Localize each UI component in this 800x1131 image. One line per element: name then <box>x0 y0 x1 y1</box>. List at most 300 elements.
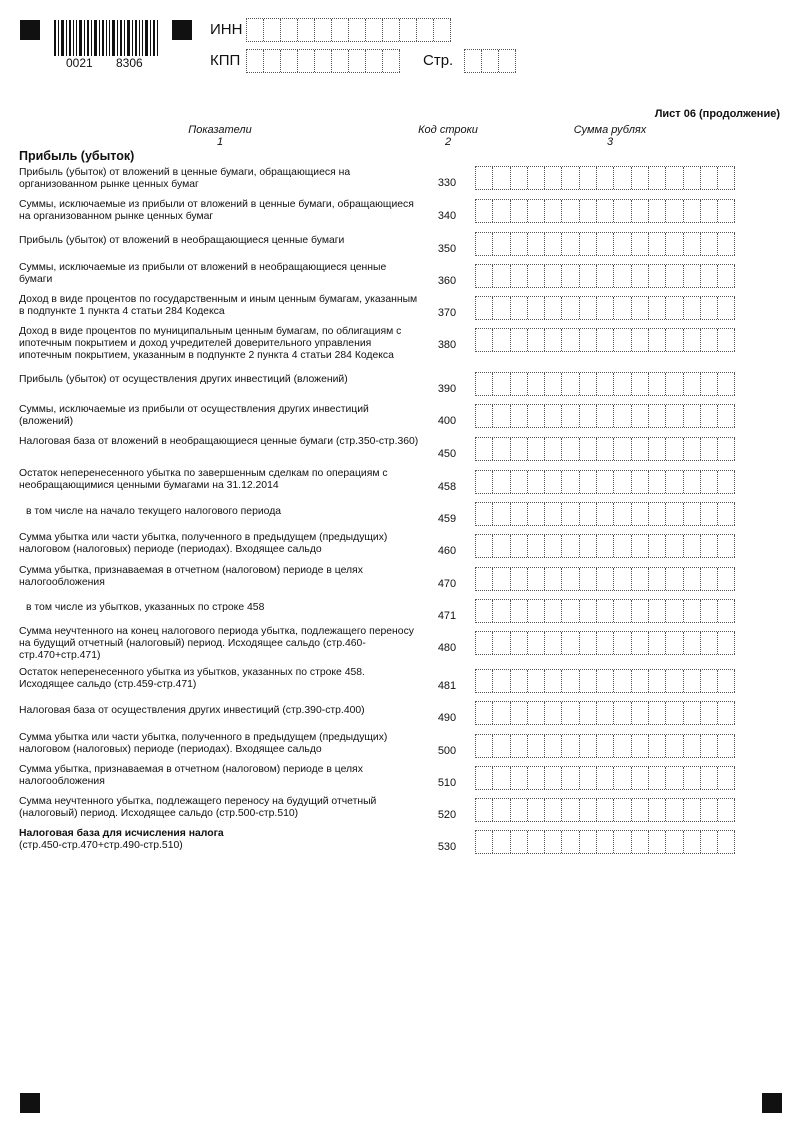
digit-cell[interactable] <box>597 831 614 853</box>
digit-cell[interactable] <box>614 503 631 525</box>
digit-cell[interactable] <box>666 568 683 590</box>
digit-cell[interactable] <box>649 167 666 189</box>
page-number-field[interactable] <box>464 49 516 73</box>
digit-cell[interactable] <box>666 831 683 853</box>
digit-cell[interactable] <box>701 265 718 287</box>
digit-cell[interactable] <box>562 503 579 525</box>
digit-cell[interactable] <box>597 503 614 525</box>
digit-cell[interactable] <box>476 297 493 319</box>
kpp-field[interactable] <box>246 49 400 73</box>
digit-cell[interactable] <box>649 799 666 821</box>
digit-cell[interactable] <box>493 200 510 222</box>
digit-cell[interactable] <box>649 568 666 590</box>
digit-cell[interactable] <box>649 405 666 427</box>
digit-cell[interactable] <box>511 329 528 351</box>
digit-cell[interactable] <box>597 329 614 351</box>
digit-cell[interactable] <box>718 670 735 692</box>
digit-cell[interactable] <box>511 600 528 622</box>
digit-cell[interactable] <box>580 167 597 189</box>
digit-cell[interactable] <box>528 329 545 351</box>
digit-cell[interactable] <box>476 670 493 692</box>
digit-cell[interactable] <box>614 233 631 255</box>
digit-cell[interactable] <box>562 438 579 460</box>
digit-cell[interactable] <box>476 329 493 351</box>
digit-cell[interactable] <box>476 799 493 821</box>
digit-cell[interactable] <box>493 297 510 319</box>
digit-cell[interactable] <box>684 568 701 590</box>
digit-cell[interactable] <box>597 702 614 724</box>
digit-cell[interactable] <box>493 799 510 821</box>
digit-cell[interactable] <box>493 670 510 692</box>
digit-cell[interactable] <box>493 503 510 525</box>
digit-cell[interactable] <box>562 329 579 351</box>
digit-cell[interactable] <box>511 471 528 493</box>
digit-cell[interactable] <box>614 438 631 460</box>
digit-cell[interactable] <box>614 632 631 654</box>
digit-cell[interactable] <box>528 265 545 287</box>
digit-cell[interactable] <box>545 535 562 557</box>
digit-cell[interactable] <box>701 702 718 724</box>
digit-cell[interactable] <box>528 670 545 692</box>
digit-cell[interactable] <box>493 471 510 493</box>
digit-cell[interactable] <box>718 297 735 319</box>
row-value-field[interactable] <box>475 631 735 655</box>
digit-cell[interactable] <box>684 632 701 654</box>
digit-cell[interactable] <box>718 767 735 789</box>
digit-cell[interactable] <box>666 200 683 222</box>
digit-cell[interactable] <box>649 297 666 319</box>
digit-cell[interactable] <box>597 632 614 654</box>
row-value-field[interactable] <box>475 830 735 854</box>
digit-cell[interactable] <box>632 600 649 622</box>
digit-cell[interactable] <box>580 632 597 654</box>
digit-cell[interactable] <box>476 265 493 287</box>
digit-cell[interactable] <box>511 265 528 287</box>
digit-cell[interactable] <box>701 503 718 525</box>
row-value-field[interactable] <box>475 534 735 558</box>
digit-cell[interactable] <box>684 373 701 395</box>
digit-cell[interactable] <box>666 503 683 525</box>
digit-cell[interactable] <box>528 735 545 757</box>
digit-cell[interactable] <box>580 471 597 493</box>
row-value-field[interactable] <box>475 296 735 320</box>
digit-cell[interactable] <box>511 503 528 525</box>
digit-cell[interactable] <box>666 535 683 557</box>
digit-cell[interactable] <box>632 373 649 395</box>
digit-cell[interactable] <box>597 600 614 622</box>
digit-cell[interactable] <box>511 373 528 395</box>
digit-cell[interactable] <box>718 735 735 757</box>
digit-cell[interactable] <box>666 799 683 821</box>
digit-cell[interactable] <box>684 405 701 427</box>
digit-cell[interactable] <box>632 535 649 557</box>
digit-cell[interactable] <box>701 297 718 319</box>
digit-cell[interactable] <box>684 831 701 853</box>
digit-cell[interactable] <box>545 438 562 460</box>
digit-cell[interactable] <box>649 632 666 654</box>
digit-cell[interactable] <box>476 568 493 590</box>
digit-cell[interactable] <box>684 799 701 821</box>
row-value-field[interactable] <box>475 766 735 790</box>
row-value-field[interactable] <box>475 599 735 623</box>
digit-cell[interactable] <box>632 568 649 590</box>
digit-cell[interactable] <box>701 831 718 853</box>
digit-cell[interactable] <box>684 702 701 724</box>
digit-cell[interactable] <box>718 568 735 590</box>
row-value-field[interactable] <box>475 328 735 352</box>
digit-cell[interactable] <box>684 329 701 351</box>
digit-cell[interactable] <box>562 233 579 255</box>
digit-cell[interactable] <box>511 568 528 590</box>
digit-cell[interactable] <box>545 265 562 287</box>
digit-cell[interactable] <box>684 600 701 622</box>
digit-cell[interactable] <box>632 297 649 319</box>
digit-cell[interactable] <box>632 438 649 460</box>
digit-cell[interactable] <box>493 702 510 724</box>
digit-cell[interactable] <box>718 233 735 255</box>
digit-cell[interactable] <box>666 471 683 493</box>
digit-cell[interactable] <box>614 702 631 724</box>
digit-cell[interactable] <box>528 600 545 622</box>
digit-cell[interactable] <box>493 438 510 460</box>
digit-cell[interactable] <box>649 438 666 460</box>
digit-cell[interactable] <box>545 767 562 789</box>
digit-cell[interactable] <box>718 167 735 189</box>
digit-cell[interactable] <box>649 471 666 493</box>
digit-cell[interactable] <box>614 405 631 427</box>
digit-cell[interactable] <box>545 568 562 590</box>
digit-cell[interactable] <box>511 405 528 427</box>
digit-cell[interactable] <box>476 735 493 757</box>
digit-cell[interactable] <box>580 233 597 255</box>
digit-cell[interactable] <box>666 297 683 319</box>
digit-cell[interactable] <box>597 167 614 189</box>
digit-cell[interactable] <box>684 471 701 493</box>
digit-cell[interactable] <box>562 373 579 395</box>
digit-cell[interactable] <box>597 568 614 590</box>
digit-cell[interactable] <box>528 167 545 189</box>
digit-cell[interactable] <box>684 503 701 525</box>
digit-cell[interactable] <box>562 735 579 757</box>
digit-cell[interactable] <box>528 535 545 557</box>
digit-cell[interactable] <box>528 831 545 853</box>
row-value-field[interactable] <box>475 567 735 591</box>
digit-cell[interactable] <box>493 767 510 789</box>
digit-cell[interactable] <box>632 167 649 189</box>
digit-cell[interactable] <box>511 670 528 692</box>
digit-cell[interactable] <box>545 632 562 654</box>
row-value-field[interactable] <box>475 734 735 758</box>
row-value-field[interactable] <box>475 372 735 396</box>
inn-field[interactable] <box>246 18 451 42</box>
digit-cell[interactable] <box>701 167 718 189</box>
digit-cell[interactable] <box>545 329 562 351</box>
digit-cell[interactable] <box>476 167 493 189</box>
digit-cell[interactable] <box>528 702 545 724</box>
digit-cell[interactable] <box>545 471 562 493</box>
digit-cell[interactable] <box>545 200 562 222</box>
digit-cell[interactable] <box>684 200 701 222</box>
digit-cell[interactable] <box>511 297 528 319</box>
digit-cell[interactable] <box>614 200 631 222</box>
digit-cell[interactable] <box>476 600 493 622</box>
digit-cell[interactable] <box>580 373 597 395</box>
digit-cell[interactable] <box>476 632 493 654</box>
digit-cell[interactable] <box>580 265 597 287</box>
digit-cell[interactable] <box>632 265 649 287</box>
digit-cell[interactable] <box>597 767 614 789</box>
digit-cell[interactable] <box>666 670 683 692</box>
digit-cell[interactable] <box>580 405 597 427</box>
digit-cell[interactable] <box>545 503 562 525</box>
digit-cell[interactable] <box>545 670 562 692</box>
digit-cell[interactable] <box>493 568 510 590</box>
digit-cell[interactable] <box>580 535 597 557</box>
digit-cell[interactable] <box>614 265 631 287</box>
digit-cell[interactable] <box>511 632 528 654</box>
digit-cell[interactable] <box>562 297 579 319</box>
row-value-field[interactable] <box>475 798 735 822</box>
digit-cell[interactable] <box>493 233 510 255</box>
digit-cell[interactable] <box>701 600 718 622</box>
digit-cell[interactable] <box>580 702 597 724</box>
digit-cell[interactable] <box>718 600 735 622</box>
digit-cell[interactable] <box>528 799 545 821</box>
digit-cell[interactable] <box>614 471 631 493</box>
digit-cell[interactable] <box>632 405 649 427</box>
digit-cell[interactable] <box>701 735 718 757</box>
digit-cell[interactable] <box>632 735 649 757</box>
digit-cell[interactable] <box>493 167 510 189</box>
digit-cell[interactable] <box>666 600 683 622</box>
digit-cell[interactable] <box>545 373 562 395</box>
digit-cell[interactable] <box>718 373 735 395</box>
digit-cell[interactable] <box>666 233 683 255</box>
digit-cell[interactable] <box>580 297 597 319</box>
row-value-field[interactable] <box>475 166 735 190</box>
digit-cell[interactable] <box>562 568 579 590</box>
digit-cell[interactable] <box>701 329 718 351</box>
digit-cell[interactable] <box>528 767 545 789</box>
row-value-field[interactable] <box>475 470 735 494</box>
digit-cell[interactable] <box>476 233 493 255</box>
digit-cell[interactable] <box>701 471 718 493</box>
digit-cell[interactable] <box>649 200 666 222</box>
digit-cell[interactable] <box>562 200 579 222</box>
digit-cell[interactable] <box>684 535 701 557</box>
digit-cell[interactable] <box>545 831 562 853</box>
digit-cell[interactable] <box>597 297 614 319</box>
digit-cell[interactable] <box>562 670 579 692</box>
digit-cell[interactable] <box>632 799 649 821</box>
digit-cell[interactable] <box>718 535 735 557</box>
digit-cell[interactable] <box>684 767 701 789</box>
digit-cell[interactable] <box>701 438 718 460</box>
digit-cell[interactable] <box>476 438 493 460</box>
digit-cell[interactable] <box>528 632 545 654</box>
digit-cell[interactable] <box>684 735 701 757</box>
digit-cell[interactable] <box>701 200 718 222</box>
digit-cell[interactable] <box>476 373 493 395</box>
digit-cell[interactable] <box>649 831 666 853</box>
digit-cell[interactable] <box>476 405 493 427</box>
digit-cell[interactable] <box>562 632 579 654</box>
digit-cell[interactable] <box>632 670 649 692</box>
digit-cell[interactable] <box>580 200 597 222</box>
digit-cell[interactable] <box>614 735 631 757</box>
digit-cell[interactable] <box>476 200 493 222</box>
digit-cell[interactable] <box>476 503 493 525</box>
digit-cell[interactable] <box>632 632 649 654</box>
digit-cell[interactable] <box>528 405 545 427</box>
digit-cell[interactable] <box>614 535 631 557</box>
digit-cell[interactable] <box>562 535 579 557</box>
digit-cell[interactable] <box>597 735 614 757</box>
digit-cell[interactable] <box>649 233 666 255</box>
digit-cell[interactable] <box>476 535 493 557</box>
digit-cell[interactable] <box>545 167 562 189</box>
digit-cell[interactable] <box>476 831 493 853</box>
digit-cell[interactable] <box>597 405 614 427</box>
digit-cell[interactable] <box>701 767 718 789</box>
digit-cell[interactable] <box>666 735 683 757</box>
digit-cell[interactable] <box>511 200 528 222</box>
digit-cell[interactable] <box>614 600 631 622</box>
digit-cell[interactable] <box>597 233 614 255</box>
digit-cell[interactable] <box>718 438 735 460</box>
digit-cell[interactable] <box>597 373 614 395</box>
digit-cell[interactable] <box>493 632 510 654</box>
digit-cell[interactable] <box>528 471 545 493</box>
digit-cell[interactable] <box>511 799 528 821</box>
digit-cell[interactable] <box>597 799 614 821</box>
digit-cell[interactable] <box>614 767 631 789</box>
row-value-field[interactable] <box>475 199 735 223</box>
digit-cell[interactable] <box>701 373 718 395</box>
digit-cell[interactable] <box>632 200 649 222</box>
digit-cell[interactable] <box>545 735 562 757</box>
digit-cell[interactable] <box>649 670 666 692</box>
digit-cell[interactable] <box>632 233 649 255</box>
digit-cell[interactable] <box>718 702 735 724</box>
digit-cell[interactable] <box>701 670 718 692</box>
digit-cell[interactable] <box>511 438 528 460</box>
digit-cell[interactable] <box>545 297 562 319</box>
row-value-field[interactable] <box>475 669 735 693</box>
digit-cell[interactable] <box>511 167 528 189</box>
digit-cell[interactable] <box>528 373 545 395</box>
digit-cell[interactable] <box>701 632 718 654</box>
digit-cell[interactable] <box>666 265 683 287</box>
digit-cell[interactable] <box>511 233 528 255</box>
digit-cell[interactable] <box>562 831 579 853</box>
row-value-field[interactable] <box>475 437 735 461</box>
digit-cell[interactable] <box>614 831 631 853</box>
digit-cell[interactable] <box>666 167 683 189</box>
digit-cell[interactable] <box>649 735 666 757</box>
row-value-field[interactable] <box>475 701 735 725</box>
row-value-field[interactable] <box>475 232 735 256</box>
digit-cell[interactable] <box>597 670 614 692</box>
digit-cell[interactable] <box>701 405 718 427</box>
digit-cell[interactable] <box>545 600 562 622</box>
digit-cell[interactable] <box>511 535 528 557</box>
digit-cell[interactable] <box>718 799 735 821</box>
digit-cell[interactable] <box>718 632 735 654</box>
digit-cell[interactable] <box>580 799 597 821</box>
digit-cell[interactable] <box>562 405 579 427</box>
digit-cell[interactable] <box>580 438 597 460</box>
digit-cell[interactable] <box>684 438 701 460</box>
digit-cell[interactable] <box>545 233 562 255</box>
digit-cell[interactable] <box>649 535 666 557</box>
digit-cell[interactable] <box>666 373 683 395</box>
digit-cell[interactable] <box>528 297 545 319</box>
digit-cell[interactable] <box>562 600 579 622</box>
digit-cell[interactable] <box>580 670 597 692</box>
digit-cell[interactable] <box>528 233 545 255</box>
digit-cell[interactable] <box>511 702 528 724</box>
digit-cell[interactable] <box>649 373 666 395</box>
digit-cell[interactable] <box>580 735 597 757</box>
digit-cell[interactable] <box>528 200 545 222</box>
digit-cell[interactable] <box>597 438 614 460</box>
digit-cell[interactable] <box>684 167 701 189</box>
digit-cell[interactable] <box>718 265 735 287</box>
digit-cell[interactable] <box>684 670 701 692</box>
digit-cell[interactable] <box>614 297 631 319</box>
digit-cell[interactable] <box>649 767 666 789</box>
digit-cell[interactable] <box>649 702 666 724</box>
digit-cell[interactable] <box>493 600 510 622</box>
digit-cell[interactable] <box>684 233 701 255</box>
digit-cell[interactable] <box>597 200 614 222</box>
digit-cell[interactable] <box>701 799 718 821</box>
digit-cell[interactable] <box>632 831 649 853</box>
digit-cell[interactable] <box>493 535 510 557</box>
row-value-field[interactable] <box>475 404 735 428</box>
digit-cell[interactable] <box>632 503 649 525</box>
digit-cell[interactable] <box>528 568 545 590</box>
digit-cell[interactable] <box>493 373 510 395</box>
digit-cell[interactable] <box>649 503 666 525</box>
digit-cell[interactable] <box>649 265 666 287</box>
digit-cell[interactable] <box>632 702 649 724</box>
digit-cell[interactable] <box>701 535 718 557</box>
digit-cell[interactable] <box>597 535 614 557</box>
row-value-field[interactable] <box>475 502 735 526</box>
digit-cell[interactable] <box>632 329 649 351</box>
digit-cell[interactable] <box>666 329 683 351</box>
digit-cell[interactable] <box>562 265 579 287</box>
digit-cell[interactable] <box>666 405 683 427</box>
digit-cell[interactable] <box>701 233 718 255</box>
digit-cell[interactable] <box>684 265 701 287</box>
digit-cell[interactable] <box>718 471 735 493</box>
digit-cell[interactable] <box>597 471 614 493</box>
digit-cell[interactable] <box>666 767 683 789</box>
digit-cell[interactable] <box>614 568 631 590</box>
digit-cell[interactable] <box>493 405 510 427</box>
digit-cell[interactable] <box>580 503 597 525</box>
digit-cell[interactable] <box>562 471 579 493</box>
digit-cell[interactable] <box>580 600 597 622</box>
digit-cell[interactable] <box>476 471 493 493</box>
digit-cell[interactable] <box>580 831 597 853</box>
digit-cell[interactable] <box>562 799 579 821</box>
digit-cell[interactable] <box>684 297 701 319</box>
digit-cell[interactable] <box>649 329 666 351</box>
